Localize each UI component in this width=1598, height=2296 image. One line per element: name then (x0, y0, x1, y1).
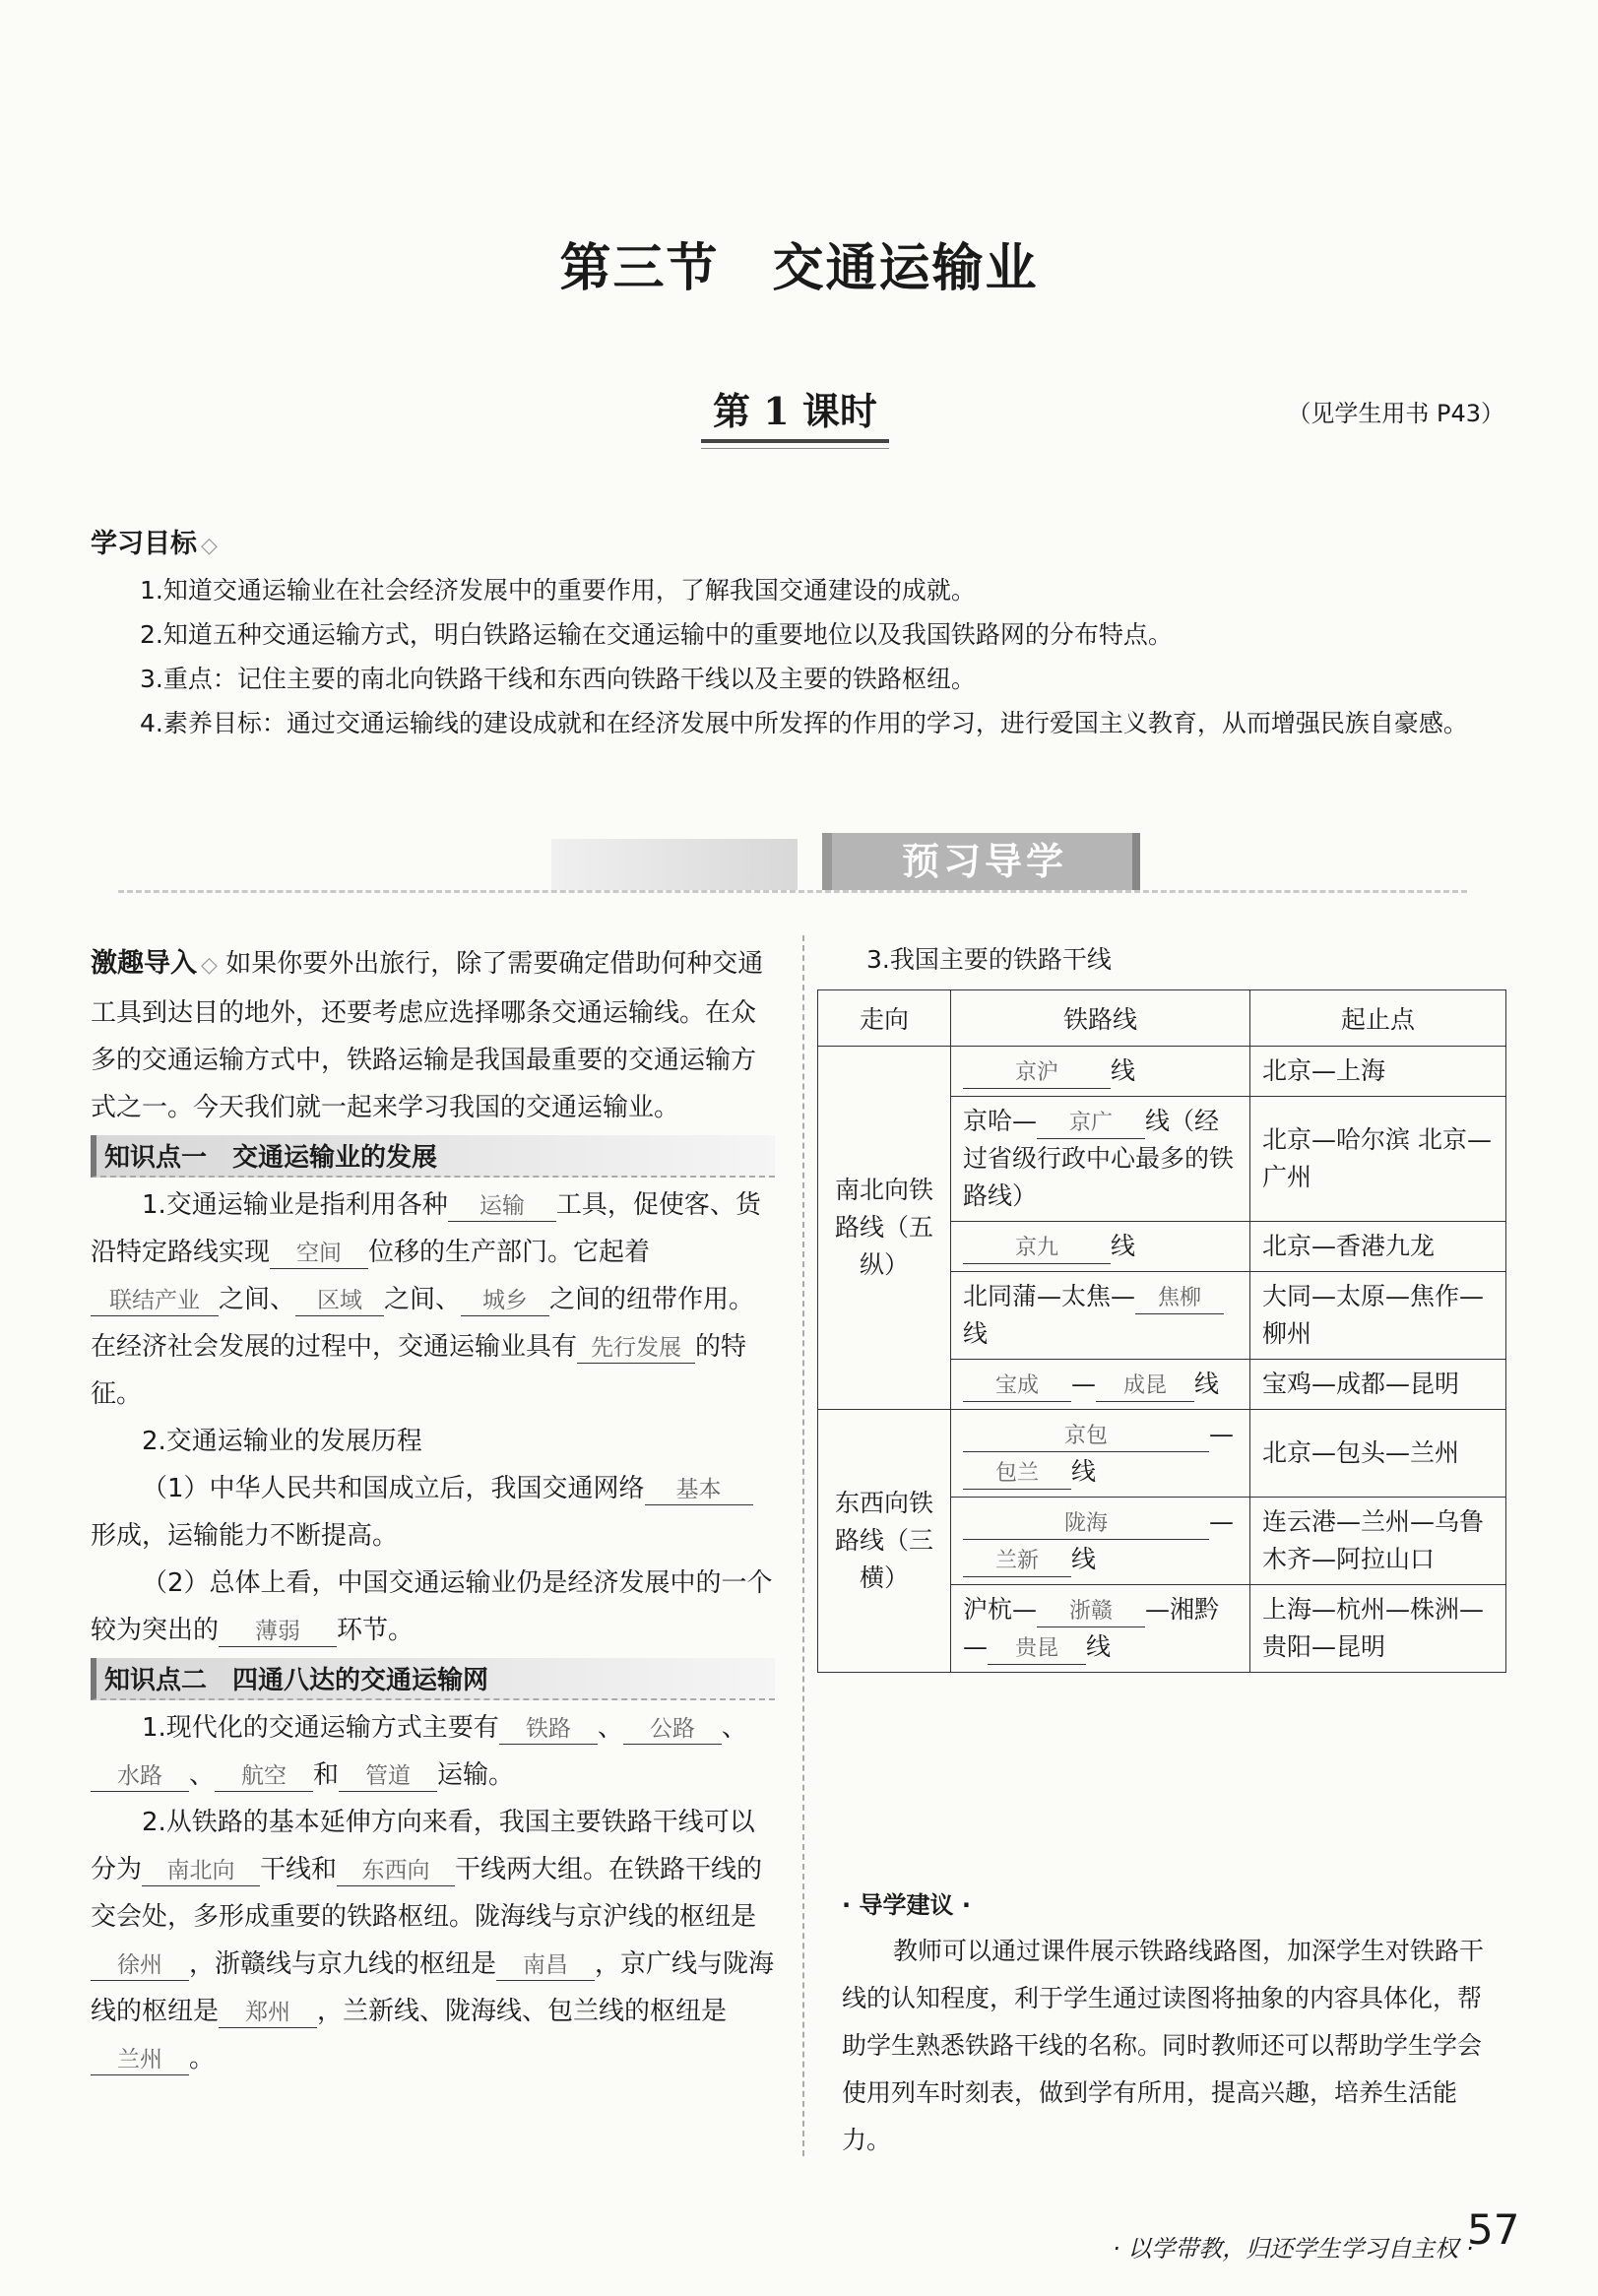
stops-cell: 北京—香港九龙 (1250, 1222, 1506, 1272)
answer-blank: 铁路 (499, 1714, 598, 1745)
table-header: 走向 (818, 990, 951, 1047)
kp1-paragraph-1: 1.交通运输业是指利用各种 运输 工具，促使客、货沿特定路线实现 空间 位移的生产部门。它起着联结产业 之间、 区域 之间、 城乡 之间的纽带作用。在经济社会发展的过程中，交通运输业具有 先行发展 的特征。 (91, 1190, 761, 1409)
guide-heading: · 导学建议 · (842, 1891, 971, 1919)
stops-cell: 大同—太原—焦作—柳州 (1250, 1272, 1506, 1360)
diamond-icon: ◇ (201, 953, 218, 978)
railway-cell: 北同蒲—太焦— 焦柳线 (951, 1272, 1250, 1360)
stops-cell: 上海—杭州—株洲—贵阳—昆明 (1250, 1585, 1506, 1673)
answer-blank: 联结产业 (91, 1286, 219, 1316)
answer-blank: 空间 (270, 1239, 368, 1269)
table-header: 起止点 (1250, 990, 1506, 1047)
answer-blank: 郑州 (219, 1998, 317, 2028)
table-header: 铁路线 (951, 990, 1250, 1047)
answer-blank: 管道 (339, 1761, 437, 1792)
lesson-title: 第 1 课时 (701, 377, 889, 443)
reference-note: （见学生用书 P43） (1287, 400, 1504, 427)
railway-table (817, 989, 1506, 1673)
answer-blank: 水路 (91, 1761, 189, 1792)
table-caption: 3.我国主要的铁路干线 (866, 945, 1112, 974)
railway-cell: 京沪 线 (951, 1047, 1250, 1097)
stops-cell: 连云港—兰州—乌鲁木齐—阿拉山口 (1250, 1498, 1506, 1585)
objective-item: 2.知道五种交通运输方式，明白铁路运输在交通运输中的重要地位以及我国铁路网的分布特点。 (140, 620, 1173, 649)
answer-blank: 浙赣 (1037, 1597, 1145, 1627)
table-row (818, 1047, 1506, 1097)
answer-blank: 贵昆 (988, 1634, 1086, 1665)
answer-blank: 南北向 (142, 1856, 260, 1886)
answer-blank: 京九 (963, 1234, 1111, 1264)
stops-cell: 北京—上海 (1250, 1047, 1506, 1097)
page-number: 57 (1467, 2205, 1520, 2254)
answer-blank: 公路 (623, 1714, 722, 1745)
left-column (91, 940, 775, 2082)
railway-cell: 宝成 — 成昆 线 (951, 1360, 1250, 1410)
railway-cell: 沪杭— 浙赣 —湘黔— 贵昆 线 (951, 1585, 1250, 1673)
answer-blank: 城乡 (461, 1286, 549, 1316)
knowledge-point-1-title: 知识点一 交通运输业的发展 (91, 1135, 775, 1178)
objectives-heading: 学习目标 ◇ (91, 529, 218, 559)
objective-item: 1.知道交通运输业在社会经济发展中的重要作用，了解我国交通建设的成就。 (140, 576, 976, 605)
kp1-paragraph-3: （1）中华人民共和国成立后，我国交通网络 基本形成，运输能力不断提高。 (91, 1465, 775, 1560)
answer-blank: 陇海 (963, 1509, 1209, 1540)
answer-blank: 基本 (645, 1475, 753, 1505)
answer-blank: 成昆 (1096, 1371, 1194, 1402)
answer-blank: 薄弱 (219, 1617, 337, 1647)
answer-blank: 先行发展 (577, 1333, 695, 1364)
answer-blank: 运输 (448, 1191, 556, 1222)
intro-paragraph (91, 940, 775, 1131)
kp1-paragraph-2: 2.交通运输业的发展历程 (142, 1427, 422, 1456)
intro-heading: 激趣导入 ◇ (91, 948, 218, 979)
railway-cell: 陇海 —兰新 线 (951, 1498, 1250, 1585)
answer-blank: 东西向 (337, 1856, 455, 1886)
answer-blank: 京包 (963, 1422, 1209, 1452)
guide-text: 教师可以通过课件展示铁路线路图，加深学生对铁路干线的认知程度，利于学生通过读图将抽象的内容具体化，帮助学生熟悉铁路干线的名称。同时教师还可以帮助学生学会使用列车时刻表，做到学有所用，提高兴趣，培养生活能力。 (842, 1937, 1485, 2154)
answer-blank: 区域 (295, 1286, 384, 1316)
page-title: 第三节 交通运输业 (559, 238, 1039, 298)
knowledge-point-2-title: 知识点二 四通八达的交通运输网 (91, 1658, 775, 1700)
answer-blank: 南昌 (496, 1950, 595, 1981)
answer-blank: 包兰 (963, 1459, 1071, 1490)
footer-slogan: · 以学带教，归还学生学习自主权 · (1113, 2235, 1474, 2263)
railway-cell: 京包 —包兰 线 (951, 1410, 1250, 1498)
direction-east-west: 东西向铁路线（三横） (818, 1410, 951, 1673)
banner-label: 预习导学 (822, 833, 1137, 890)
answer-blank: 京沪 (963, 1058, 1111, 1089)
answer-blank: 京广 (1037, 1109, 1145, 1139)
direction-north-south: 南北向铁路线（五纵） (818, 1047, 951, 1410)
column-divider (802, 935, 804, 2156)
railway-cell: 京哈— 京广 线（经过省级行政中心最多的铁路线） (951, 1097, 1250, 1222)
intro-text: 如果你要外出旅行，除了需要确定借助何种交通工具到达目的地外，还要考虑应选择哪条交通运输线。在众多的交通运输方式中，铁路运输是我国最重要的交通运输方式之一。今天我们就一起来学习我国的交通运输业。 (91, 949, 764, 1122)
kp1-paragraph-4: （2）总体上看，中国交通运输业仍是经济发展中的一个较为突出的 薄弱 环节。 (91, 1568, 773, 1645)
answer-blank: 兰新 (963, 1547, 1071, 1577)
stops-cell: 北京—包头—兰州 (1250, 1410, 1506, 1498)
objective-item: 3.重点：记住主要的南北向铁路干线和东西向铁路干线以及主要的铁路枢纽。 (140, 665, 976, 693)
table-row (818, 1410, 1506, 1498)
answer-blank: 徐州 (91, 1950, 189, 1981)
kp2-paragraph-2: 2.从铁路的基本延伸方向来看，我国主要铁路干线可以分为 南北向 干线和 东西向 干线两大组。在铁路干线的交会处，多形成重要的铁路枢纽。陇海线与京沪线的枢纽是徐州 ，浙赣线与京九线的枢纽是 南昌 ，京广线与陇海线的枢纽是 郑州 ，兰新线、陇海线、包兰线的枢纽是兰州 。 (91, 1808, 775, 2073)
section-banner (118, 839, 1467, 892)
kp2-paragraph-1: 1.现代化的交通运输方式主要有 铁路 、 公路 、水路 、 航空 和 管道 运输。 (91, 1704, 775, 1799)
answer-blank: 航空 (215, 1761, 313, 1792)
diamond-icon: ◇ (201, 534, 218, 558)
stops-cell: 北京—哈尔滨 北京—广州 (1250, 1097, 1506, 1222)
railway-cell: 京九 线 (951, 1222, 1250, 1272)
objective-item: 4.素养目标：通过交通运输线的建设成就和在经济发展中所发挥的作用的学习，进行爱国主义教育，从而增强民族自豪感。 (140, 709, 1468, 737)
answer-blank: 焦柳 (1135, 1284, 1224, 1314)
answer-blank: 宝成 (963, 1371, 1071, 1402)
learning-objectives (91, 522, 1508, 751)
stops-cell: 宝鸡—成都—昆明 (1250, 1360, 1506, 1410)
teaching-guide (842, 1885, 1497, 2164)
answer-blank: 兰州 (91, 2045, 189, 2075)
